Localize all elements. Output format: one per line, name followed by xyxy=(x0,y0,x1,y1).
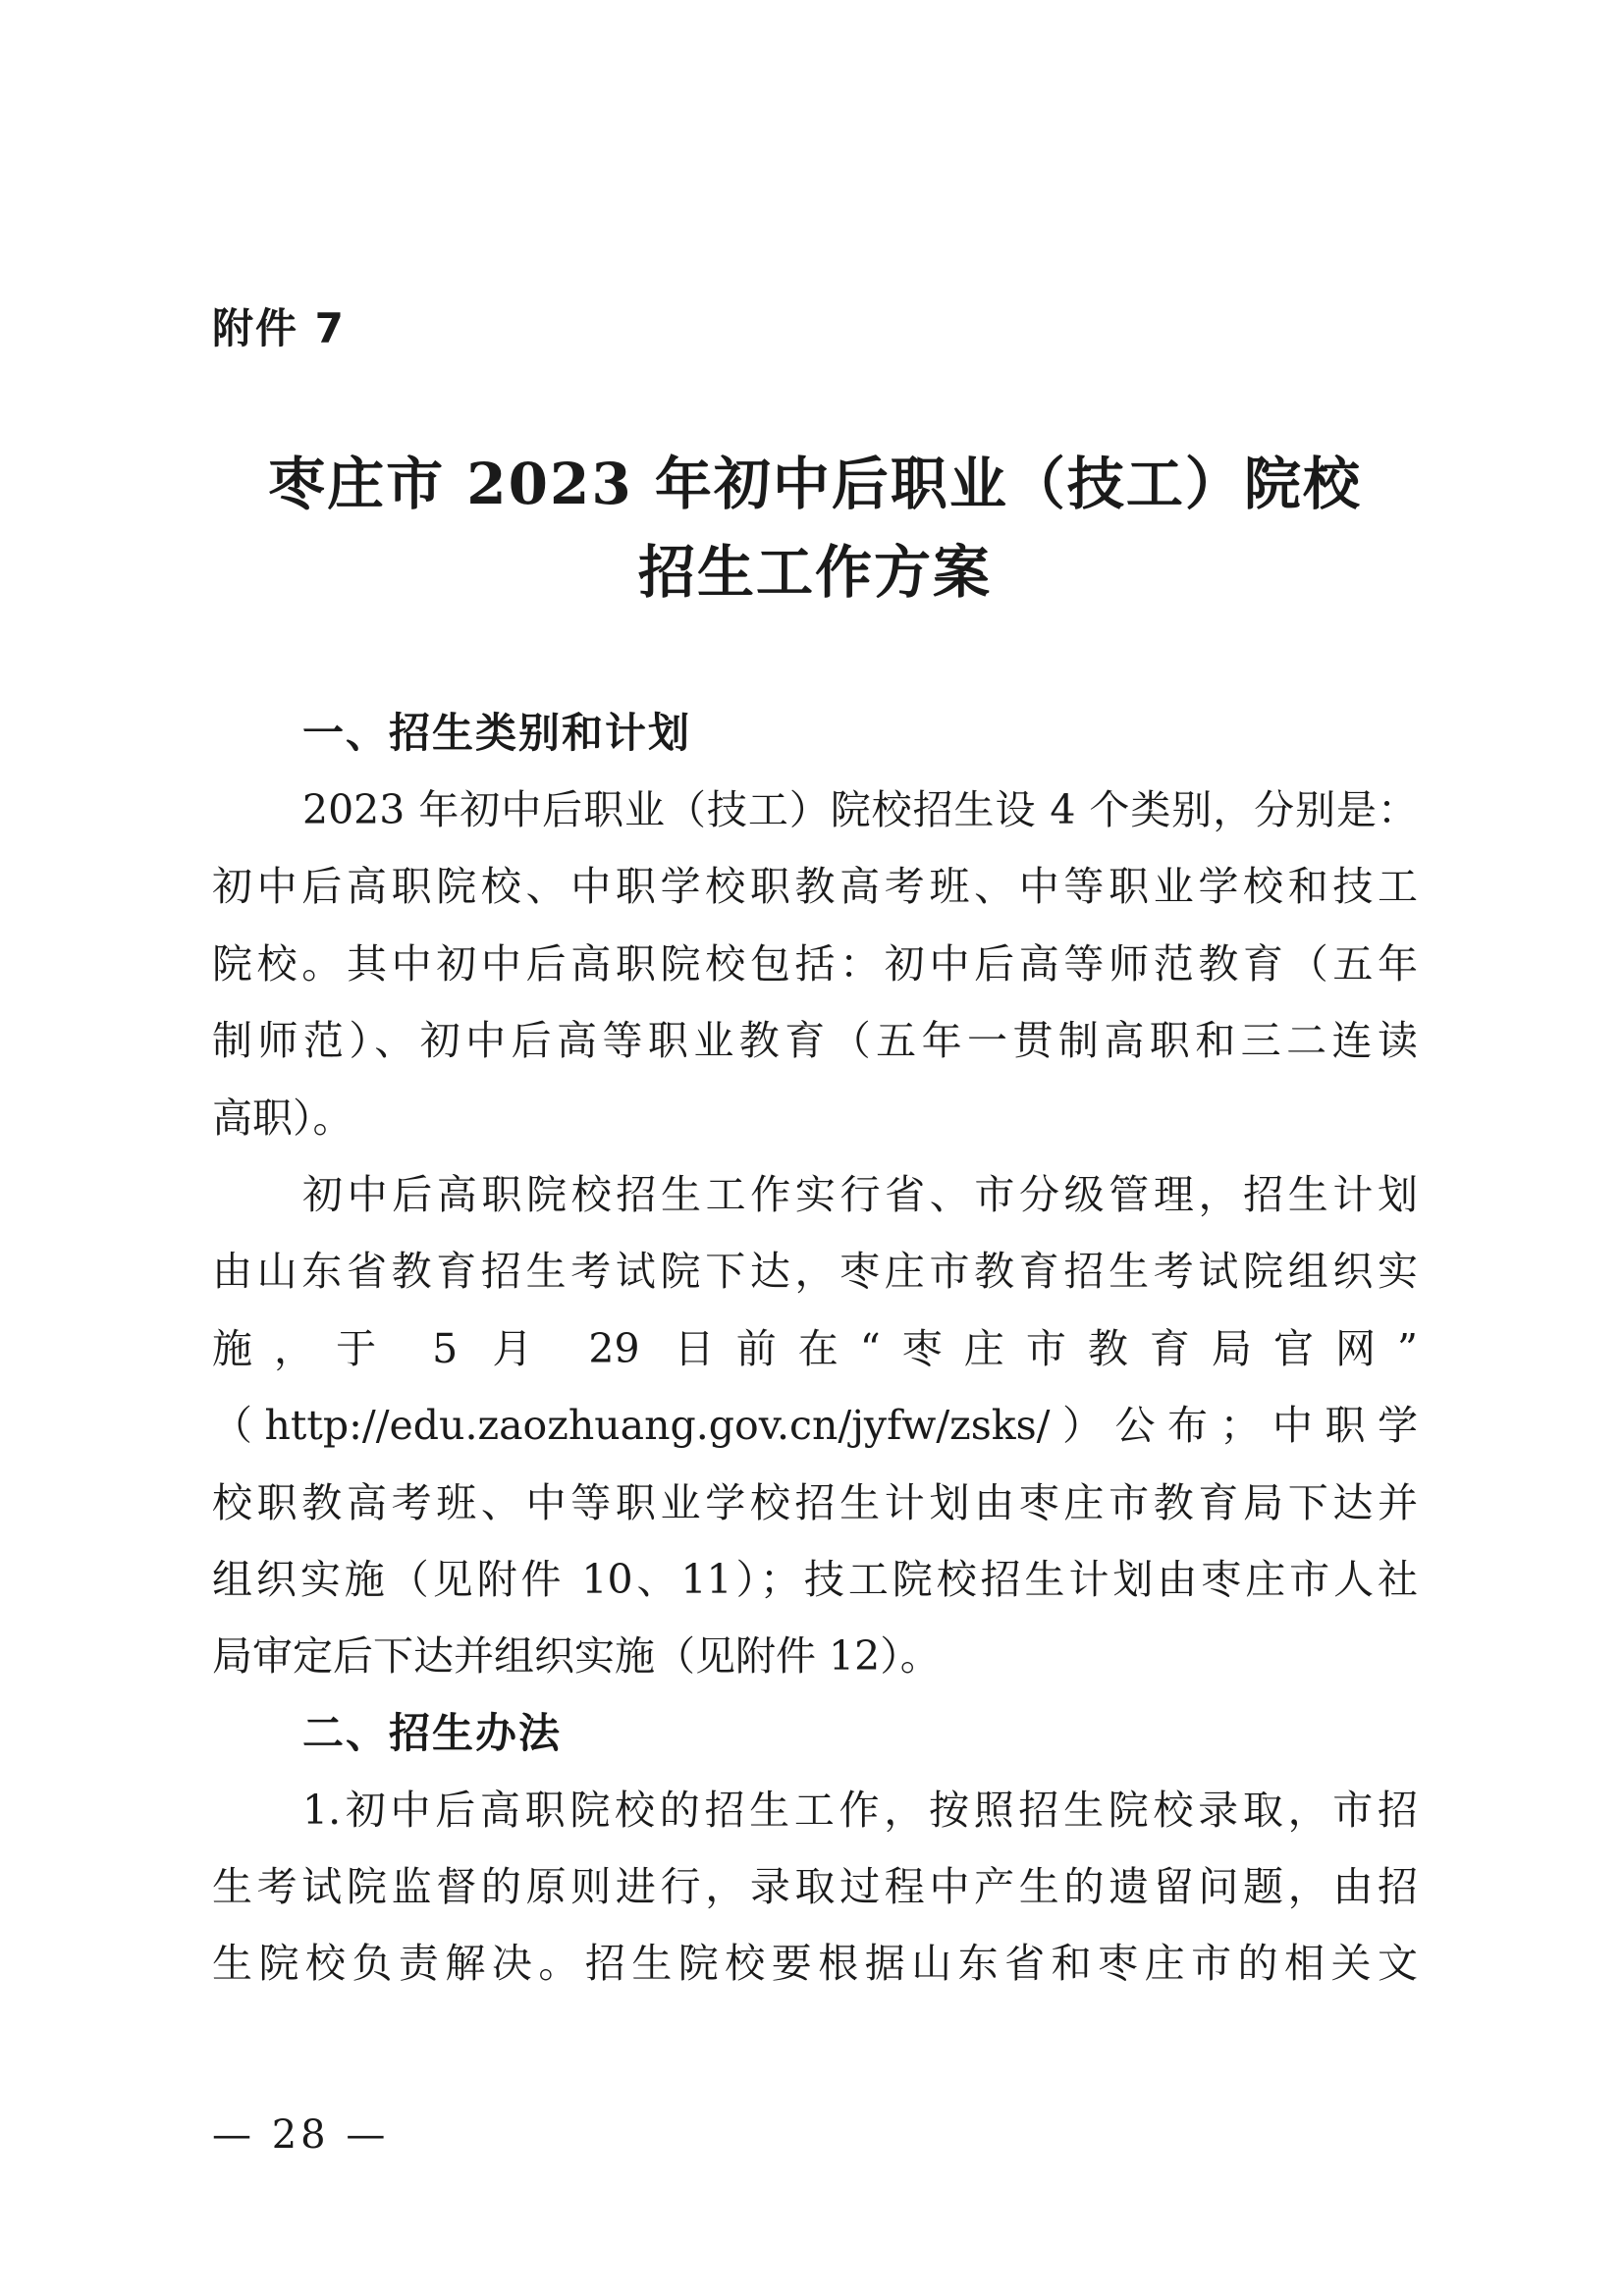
text-line: 生院校负责解决。招生院校要根据山东省和枣庄市的相关文 xyxy=(212,1940,1418,1988)
section-heading-methods: 二、招生办法 xyxy=(302,1708,563,1757)
text-line: 校职教高考班、中等职业学校招生计划由枣庄市教育局下达并 xyxy=(212,1478,1418,1526)
attachment-label: 附件 7 xyxy=(212,304,346,352)
text-line: 高职）。 xyxy=(212,1094,353,1142)
title-line-2: 招生工作方案 xyxy=(637,539,992,606)
text-line: 生考试院监督的原则进行，录取过程中产生的遗留问题，由招 xyxy=(212,1863,1418,1911)
text-line: 2023 年初中后职业（技工）院校招生设 4 个类别，分别是： xyxy=(302,786,1418,833)
text-line: 初中后高职院校招生工作实行省、市分级管理，招生计划 xyxy=(302,1170,1418,1218)
title-line-1: 枣庄市 2023 年初中后职业（技工）院校 xyxy=(268,451,1362,517)
text-line: 组织实施（见附件 10、11）；技工院校招生计划由枣庄市人社 xyxy=(212,1555,1418,1603)
text-line: 1.初中后高职院校的招生工作，按照招生院校录取，市招 xyxy=(302,1786,1418,1834)
text-line: 初中后高职院校、中职学校职教高考班、中等职业学校和技工 xyxy=(212,863,1418,911)
paragraph-methods xyxy=(212,1772,1418,2002)
text-line: 由山东省教育招生考试院下达，枣庄市教育招生考试院组织实 xyxy=(212,1248,1418,1296)
text-line: 院校。其中初中后高职院校包括：初中后高等师范教育（五年 xyxy=(212,939,1418,988)
paragraph-plan xyxy=(212,1156,1418,1695)
text-line: 制师范）、初中后高等职业教育（五年一贯制高职和三二连读 xyxy=(212,1017,1418,1065)
text-line-url: （http://edu.zaozhuang.gov.cn/jyfw/zsks/）公布；中职学 xyxy=(212,1402,1418,1450)
document-body xyxy=(212,695,1418,2002)
document-title xyxy=(212,440,1418,616)
paragraph-categories xyxy=(212,772,1418,1156)
page-number: — 28 — xyxy=(212,2112,390,2158)
section-heading-categories: 一、招生类别和计划 xyxy=(302,709,692,757)
text-line: 局审定后下达并组织实施（见附件 12）。 xyxy=(212,1632,941,1681)
text-line: 施，于 5 月 29 日前在“枣庄市教育局官网” xyxy=(212,1324,1418,1372)
